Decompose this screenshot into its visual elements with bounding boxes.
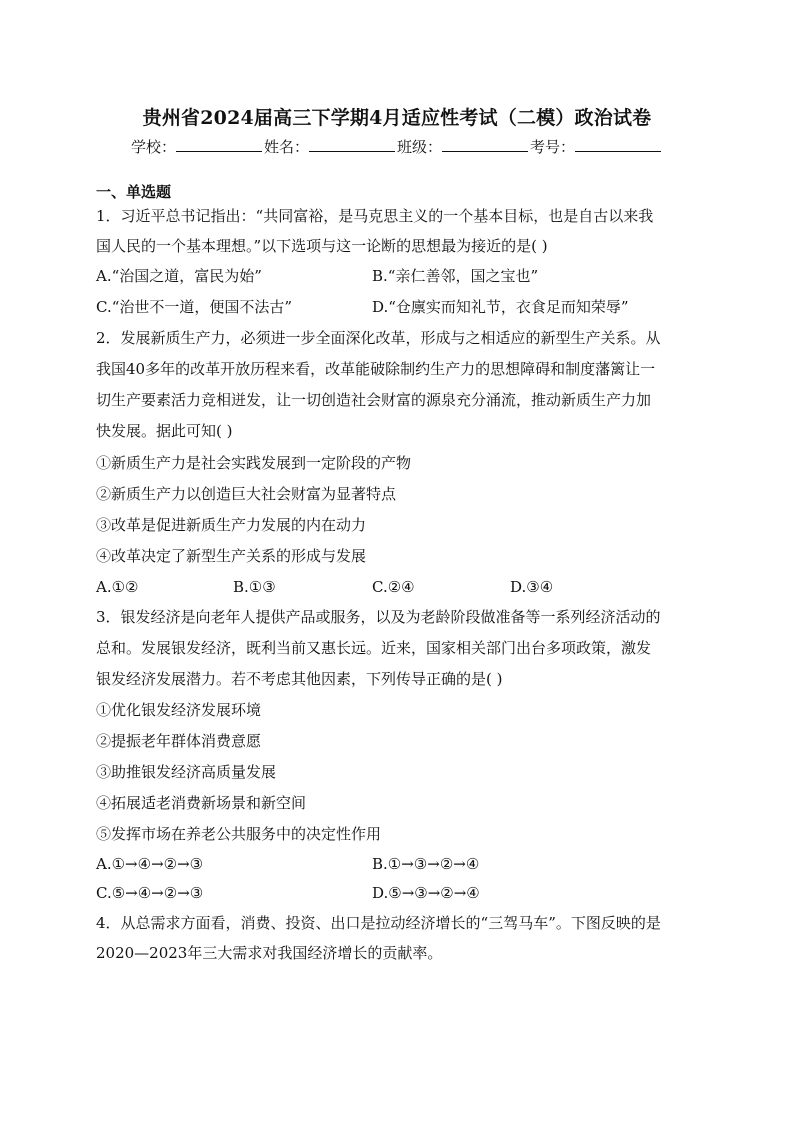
number-label: 考号： (530, 138, 576, 156)
q3-item: ③助推银发经济高质量发展 (96, 763, 277, 781)
q3-option-d: D.⑤→③→②→④ (372, 884, 480, 902)
class-label: 班级： (397, 138, 443, 156)
q2-item: ②新质生产力以创造巨大社会财富为显著特点 (96, 485, 397, 503)
q3-option-b: B.①→③→②→④ (372, 855, 480, 873)
q4-stem-line: 4．从总需求方面看，消费、投资、出口是拉动经济增长的“三驾马车”。下图反映的是 (96, 914, 661, 932)
q1-option-c: C.“治世不一道，便国不法古” (96, 298, 293, 316)
q3-item: ①优化银发经济发展环境 (96, 701, 262, 719)
q2-item: ④改革决定了新型生产关系的形成与发展 (96, 547, 367, 565)
q2-stem-line: 2．发展新质生产力，必须进一步全面深化改革，形成与之相适应的新型生产关系。从 (96, 329, 661, 347)
q3-option-c: C.⑤→④→②→③ (96, 884, 204, 902)
q3-item: ⑤发挥市场在养老公共服务中的决定性作用 (96, 825, 382, 843)
q3-item: ②提振老年群体消费意愿 (96, 732, 262, 750)
name-label: 姓名： (263, 138, 309, 156)
q2-stem-line: 切生产要素活力竞相迸发，让一切创造社会财富的源泉充分涌流，推动新质生产力加 (96, 391, 652, 409)
q2-stem-line: 我国40多年的改革开放历程来看，改革能破除制约生产力的思想障碍和制度藩篱让一 (96, 360, 656, 378)
q1-option-a: A.“治国之道，富民为始” (96, 267, 262, 285)
q2-item: ①新质生产力是社会实践发展到一定阶段的产物 (96, 454, 412, 472)
q3-item: ④拓展适老消费新场景和新空间 (96, 794, 307, 812)
q2-item: ③改革是促进新质生产力发展的内在动力 (96, 516, 367, 534)
section-title: 一、单选题 (96, 183, 172, 201)
q2-stem-line: 快发展。据此可知( ) (96, 422, 233, 440)
q3-option-a: A.①→④→②→③ (96, 855, 204, 873)
name-blank[interactable] (309, 137, 395, 152)
school-blank[interactable] (176, 137, 262, 152)
q3-stem-line: 3．银发经济是向老年人提供产品或服务，以及为老龄阶段做准备等一系列经济活动的 (96, 608, 661, 626)
q1-option-b: B.“亲仁善邻，国之宝也” (372, 267, 539, 285)
q1-option-d: D.“仓廪实而知礼节，衣食足而知荣辱” (372, 298, 629, 316)
q2-option-c: C.②④ (372, 578, 415, 596)
school-label: 学校： (130, 138, 176, 156)
student-info-line (0, 136, 794, 157)
q4-stem-line: 2020—2023年三大需求对我国经济增长的贡献率。 (96, 944, 443, 962)
q1-stem-line: 1．习近平总书记指出：“共同富裕，是马克思主义的一个基本目标，也是自古以来我 (96, 207, 654, 225)
q2-option-a: A.①② (96, 578, 139, 596)
q2-option-d: D.③④ (510, 578, 554, 596)
exam-title: 贵州省2024届高三下学期4月适应性考试（二模）政治试卷 (142, 107, 652, 129)
q2-option-b: B.①③ (233, 578, 276, 596)
q3-stem-line: 银发经济发展潜力。若不考虑其他因素，下列传导正确的是( ) (96, 670, 503, 688)
class-blank[interactable] (442, 137, 528, 152)
q3-stem-line: 总和。发展银发经济，既利当前又惠长远。近来，国家相关部门出台多项政策，激发 (96, 639, 652, 657)
number-blank[interactable] (575, 137, 661, 152)
q1-stem-line: 国人民的一个基本理想。”以下选项与这一论断的思想最为接近的是( ) (96, 237, 548, 255)
